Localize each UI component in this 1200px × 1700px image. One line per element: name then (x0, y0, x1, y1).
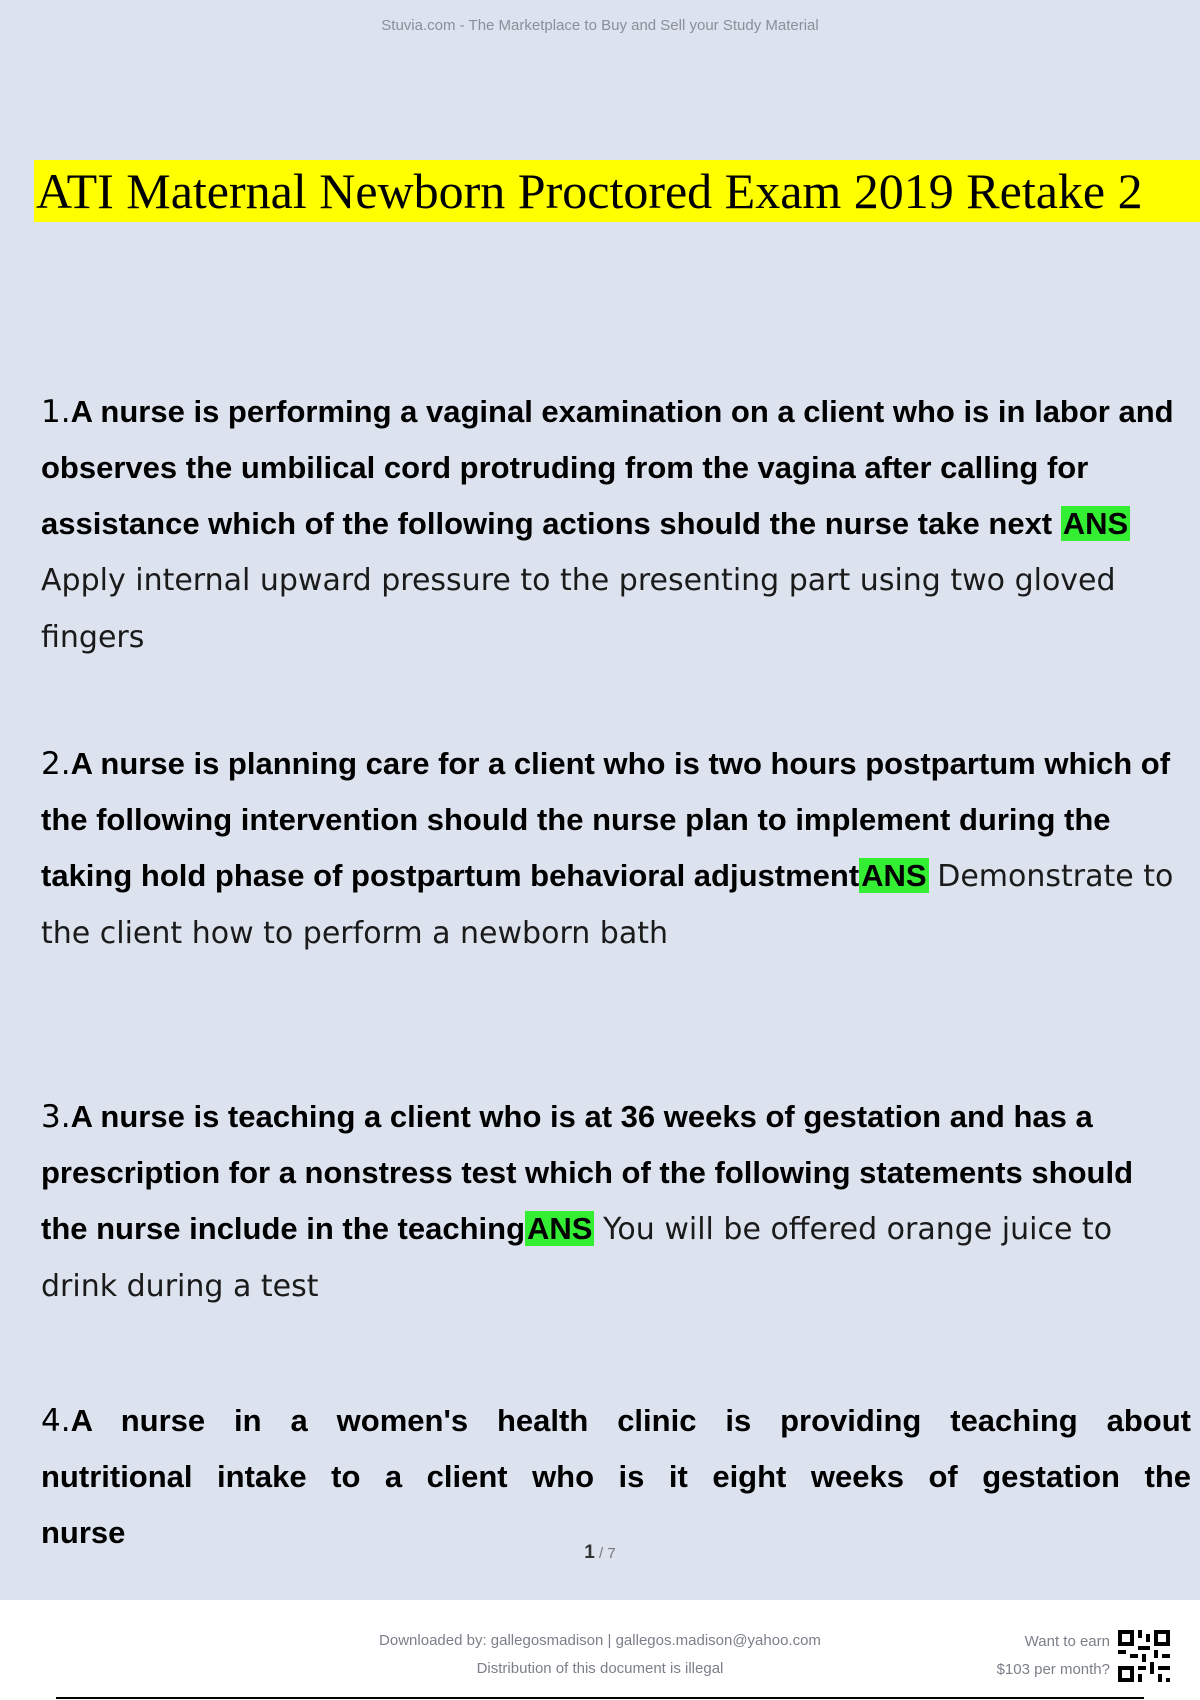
question-number: 4. (41, 1403, 71, 1439)
qr-code-icon[interactable] (1118, 1630, 1170, 1682)
current-page: 1 (584, 1542, 595, 1563)
page-indicator (0, 1542, 1200, 1564)
question-number: 3. (41, 1099, 71, 1135)
total-pages: 7 (607, 1545, 616, 1562)
answer-text: Apply internal upward pressure to the presenting part using two gloved fingers (41, 563, 1116, 655)
question-stem: A nurse is planning care for a client who is two hours postpartum which of the following intervention should the nurse plan to implement during the taking hold phase of postpartum behavioral adjustment (41, 746, 1171, 893)
downloaded-by-text: Downloaded by: gallegosmadison | gallegos.madison@yahoo.com (379, 1632, 821, 1649)
question-stem: A nurse in a women's health clinic is providing teaching about nutritional intake to a client who is it eight weeks of gestation the nurse (41, 1403, 1191, 1550)
title-highlight (34, 160, 1200, 222)
earn-promo[interactable] (997, 1628, 1110, 1684)
question-2 (41, 736, 1181, 962)
answer-text: You will be offered orange juice to drink during a test (41, 1212, 1113, 1304)
question-1 (41, 384, 1181, 666)
earn-line-2: $103 per month? (996, 1661, 1110, 1678)
answer-tag: ANS (861, 858, 927, 893)
question-4 (41, 1393, 1191, 1550)
footer-rule (56, 1697, 1144, 1699)
question-number: 1. (41, 394, 71, 430)
answer-tag: ANS (1062, 506, 1129, 541)
download-footer (0, 1600, 1200, 1700)
stuvia-banner[interactable]: Stuvia.com - The Marketplace to Buy and Sell your Study Material (381, 17, 819, 34)
page-separator: / (594, 1545, 608, 1562)
answer-tag: ANS (527, 1211, 593, 1246)
question-stem: A nurse is teaching a client who is at 36 weeks of gestation and has a prescription for a nonstress test which of the following statements should the nurse include in the teaching (41, 1099, 1134, 1246)
earn-line-1: Want to earn (1024, 1633, 1110, 1650)
answer-text: Demonstrate to the client how to perform a newborn bath (41, 859, 1174, 951)
distribution-notice: Distribution of this document is illegal (476, 1660, 724, 1677)
question-stem: A nurse is performing a vaginal examination on a client who is in labor and observes the umbilical cord protruding from the vagina after calling for assistance which of the following actions should the nurse take next (41, 394, 1174, 541)
question-number: 2. (41, 746, 71, 782)
document-title: ATI Maternal Newborn Proctored Exam 2019 Retake 2 (36, 163, 1143, 219)
question-3 (41, 1089, 1181, 1315)
